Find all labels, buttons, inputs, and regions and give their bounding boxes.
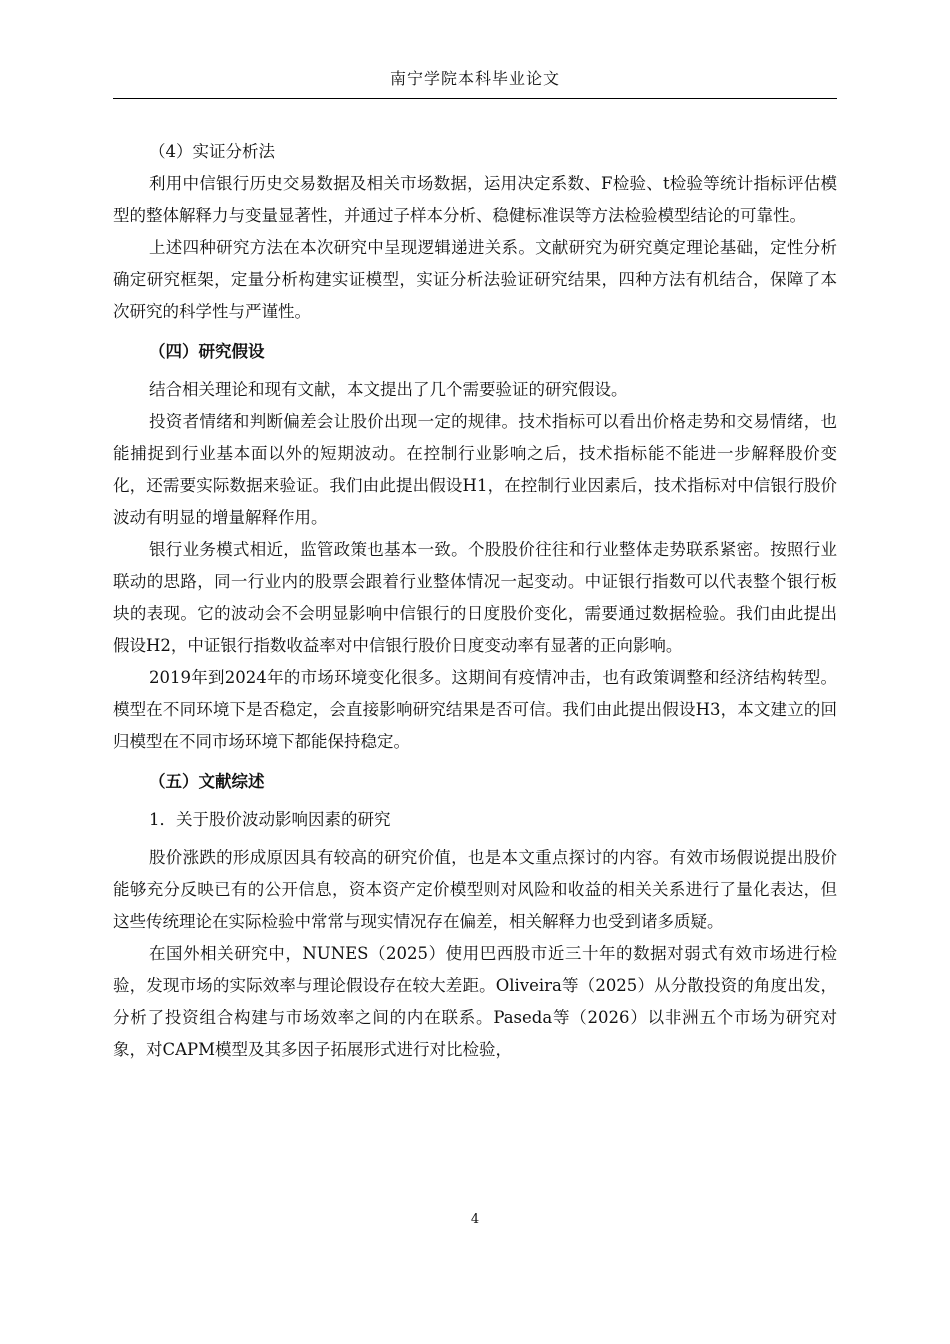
page-header-title: 南宁学院本科毕业论文	[389, 69, 560, 88]
paragraph: 利用中信银行历史交易数据及相关市场数据，运用决定系数、F检验、t检验等统计指标评估模型的整体解释力与变量显著性，并通过子样本分析、稳健标准误等方法检验模型结论的可靠性。	[113, 174, 837, 225]
paragraph: 上述四种研究方法在本次研究中呈现逻辑递进关系。文献研究为研究奠定理论基础，定性分析确定研究框架，定量分析构建实证模型，实证分析法验证研究结果，四种方法有机结合，保障了本次研究的科学性与严谨性。	[113, 238, 837, 321]
method-subheading: （4）实证分析法	[149, 142, 275, 161]
page-number: 4	[470, 1212, 480, 1227]
section-heading-literature-review: （五）文献综述	[149, 772, 265, 791]
paragraph: 银行业务模式相近，监管政策也基本一致。个股股价往往和行业整体走势联系紧密。按照行业联动的思路，同一行业内的股票会跟着行业整体情况一起变动。中证银行指数可以代表整个银行板块的表现。它的波动会不会明显影响中信银行的日度股价变化，需要通过数据检验。我们由此提出假设H2，中证银行指数收益率对中信银行股价日度变动率有显著的正向影响。	[113, 540, 837, 655]
paragraph: 结合相关理论和现有文献，本文提出了几个需要验证的研究假设。	[149, 380, 628, 399]
paragraph: 股价涨跌的形成原因具有较高的研究价值，也是本文重点探讨的内容。有效市场假说提出股价能够充分反映已有的公开信息，资本资产定价模型则对风险和收益的相关关系进行了量化表达，但这些传统理论在实际检验中常常与现实情况存在偏差，相关解释力也受到诸多质疑。	[113, 848, 837, 931]
section-heading-hypothesis: （四）研究假设	[149, 342, 265, 361]
page-body	[113, 136, 837, 1066]
literature-subheading: 1．关于股价波动影响因素的研究	[149, 810, 391, 829]
paragraph: 2019年到2024年的市场环境变化很多。这期间有疫情冲击，也有政策调整和经济结构转型。模型在不同环境下是否稳定，会直接影响研究结果是否可信。我们由此提出假设H3，本文建立的回归模型在不同市场环境下都能保持稳定。	[113, 668, 837, 751]
paragraph: 在国外相关研究中，NUNES（2025）使用巴西股市近三十年的数据对弱式有效市场进行检验，发现市场的实际效率与理论假设存在较大差距。Oliveira等（2025）从分散投资的角度出发，分析了投资组合构建与市场效率之间的内在联系。Paseda等（2026）以非洲五个市场为研究对象，对CAPM模型及其多因子拓展形式进行对比检验，	[113, 944, 837, 1059]
paragraph: 投资者情绪和判断偏差会让股价出现一定的规律。技术指标可以看出价格走势和交易情绪，也能捕捉到行业基本面以外的短期波动。在控制行业影响之后，技术指标能不能进一步解释股价变化，还需要实际数据来验证。我们由此提出假设H1，在控制行业因素后，技术指标对中信银行股价波动有明显的增量解释作用。	[113, 412, 837, 527]
header-divider	[113, 98, 837, 99]
